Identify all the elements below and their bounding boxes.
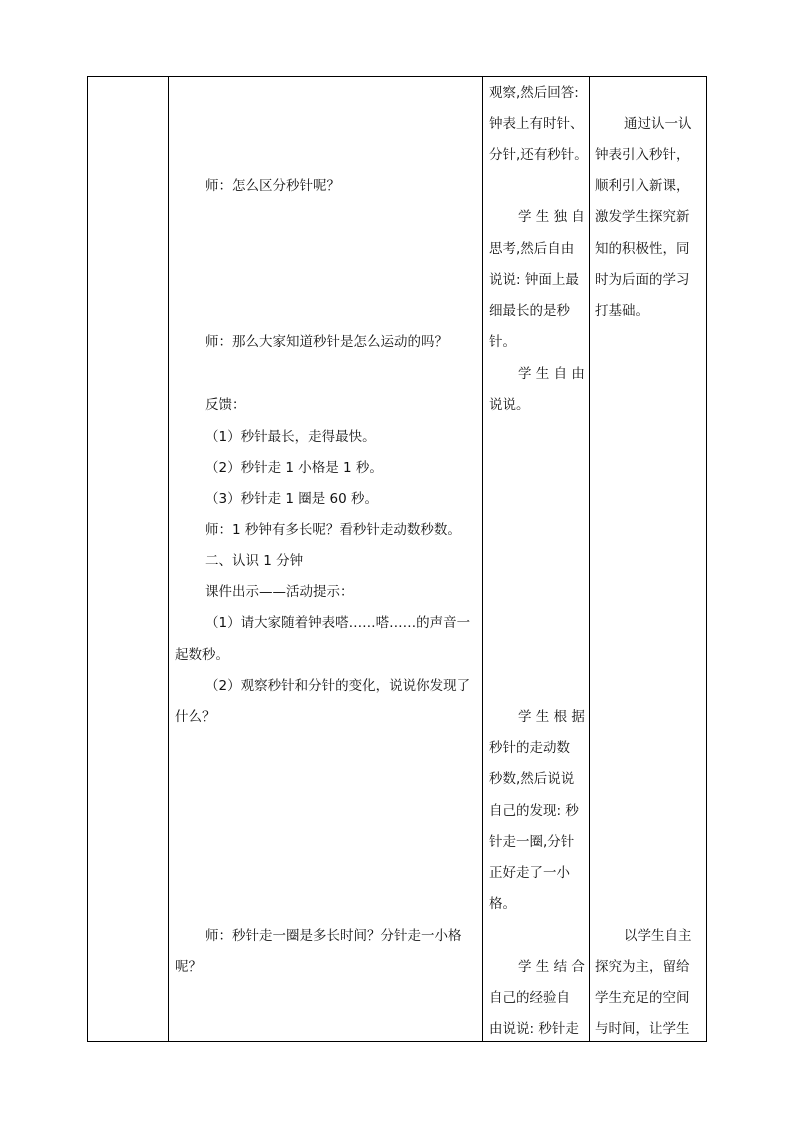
intent-line: 学生充足的空间: [595, 990, 690, 1006]
teacher-line: 师：那么大家知道秒针是怎么运动的吗？: [205, 334, 448, 350]
lesson-table: [87, 76, 707, 1042]
stage-column: [88, 77, 168, 1041]
teacher-line: （2）观察秒针和分针的变化，说说你发现了: [205, 678, 471, 694]
student-line: 自己的发现: 秒: [489, 803, 579, 819]
teacher-line: （3）秒针走 1 圈是 60 秒。: [205, 491, 379, 507]
student-line: 秒针的走动数: [489, 740, 570, 756]
student-line: 格。: [489, 896, 516, 912]
teacher-line: 师：怎么区分秒针呢？: [205, 178, 340, 194]
student-line: 观察,然后回答:: [489, 85, 579, 101]
student-line: 学 生 独 自: [518, 209, 585, 225]
intent-line: 与时间，让学生: [595, 1021, 690, 1037]
teacher-activity-column: [169, 77, 481, 1041]
student-line: 思考,然后自由: [489, 241, 575, 257]
teacher-line: 师：1 秒钟有多长呢？看秒针走动数秒数。: [205, 522, 461, 538]
teacher-line: （2）秒针走 1 小格是 1 秒。: [205, 460, 383, 476]
teacher-line: 什么？: [175, 709, 216, 725]
intent-line: 以学生自主: [624, 928, 692, 944]
teacher-line: 反馈：: [205, 397, 246, 413]
student-line: 由说说: 秒针走: [489, 1021, 579, 1037]
teacher-line: 师：秒针走一圈是多长时间？分针走一小格: [205, 928, 462, 944]
intent-line: 探究为主，留给: [595, 959, 690, 975]
teacher-line: 呢？: [175, 959, 202, 975]
student-line: 针走一圈,分针: [489, 834, 575, 850]
intent-line: 打基础。: [595, 303, 649, 319]
student-line: 细最长的是秒: [489, 303, 570, 319]
intent-line: 通过认一认: [624, 116, 692, 132]
intent-line: 时为后面的学习: [595, 272, 690, 288]
teacher-line: （1）请大家随着钟表嗒……嗒……的声音一: [205, 615, 471, 631]
student-line: 分针,还有秒针。: [489, 147, 588, 163]
student-line: 学 生 根 据: [518, 709, 585, 725]
student-line: 自己的经验自: [489, 990, 570, 1006]
intent-line: 钟表引入秒针，: [595, 147, 690, 163]
teacher-line: 课件出示——活动提示：: [205, 584, 354, 600]
student-line: 学 生 自 由: [518, 366, 585, 382]
student-line: 正好走了一小: [489, 865, 570, 881]
intent-line: 顺利引入新课，: [595, 178, 690, 194]
teacher-line: 二、认识 1 分钟: [205, 553, 304, 569]
intent-line: 知的积极性，同: [595, 241, 690, 257]
design-intent-column: [590, 77, 706, 1041]
teacher-line: （1）秒针最长，走得最快。: [205, 429, 376, 445]
student-line: 秒数,然后说说: [489, 771, 575, 787]
student-activity-column: [483, 77, 589, 1041]
student-line: 针。: [489, 334, 516, 350]
intent-line: 激发学生探究新: [595, 209, 690, 225]
student-line: 钟表上有时针、: [489, 116, 584, 132]
teacher-line: 起数秒。: [175, 647, 229, 663]
student-line: 说说: 钟面上最: [489, 272, 579, 288]
student-line: 学 生 结 合: [518, 959, 585, 975]
student-line: 说说。: [489, 397, 530, 413]
